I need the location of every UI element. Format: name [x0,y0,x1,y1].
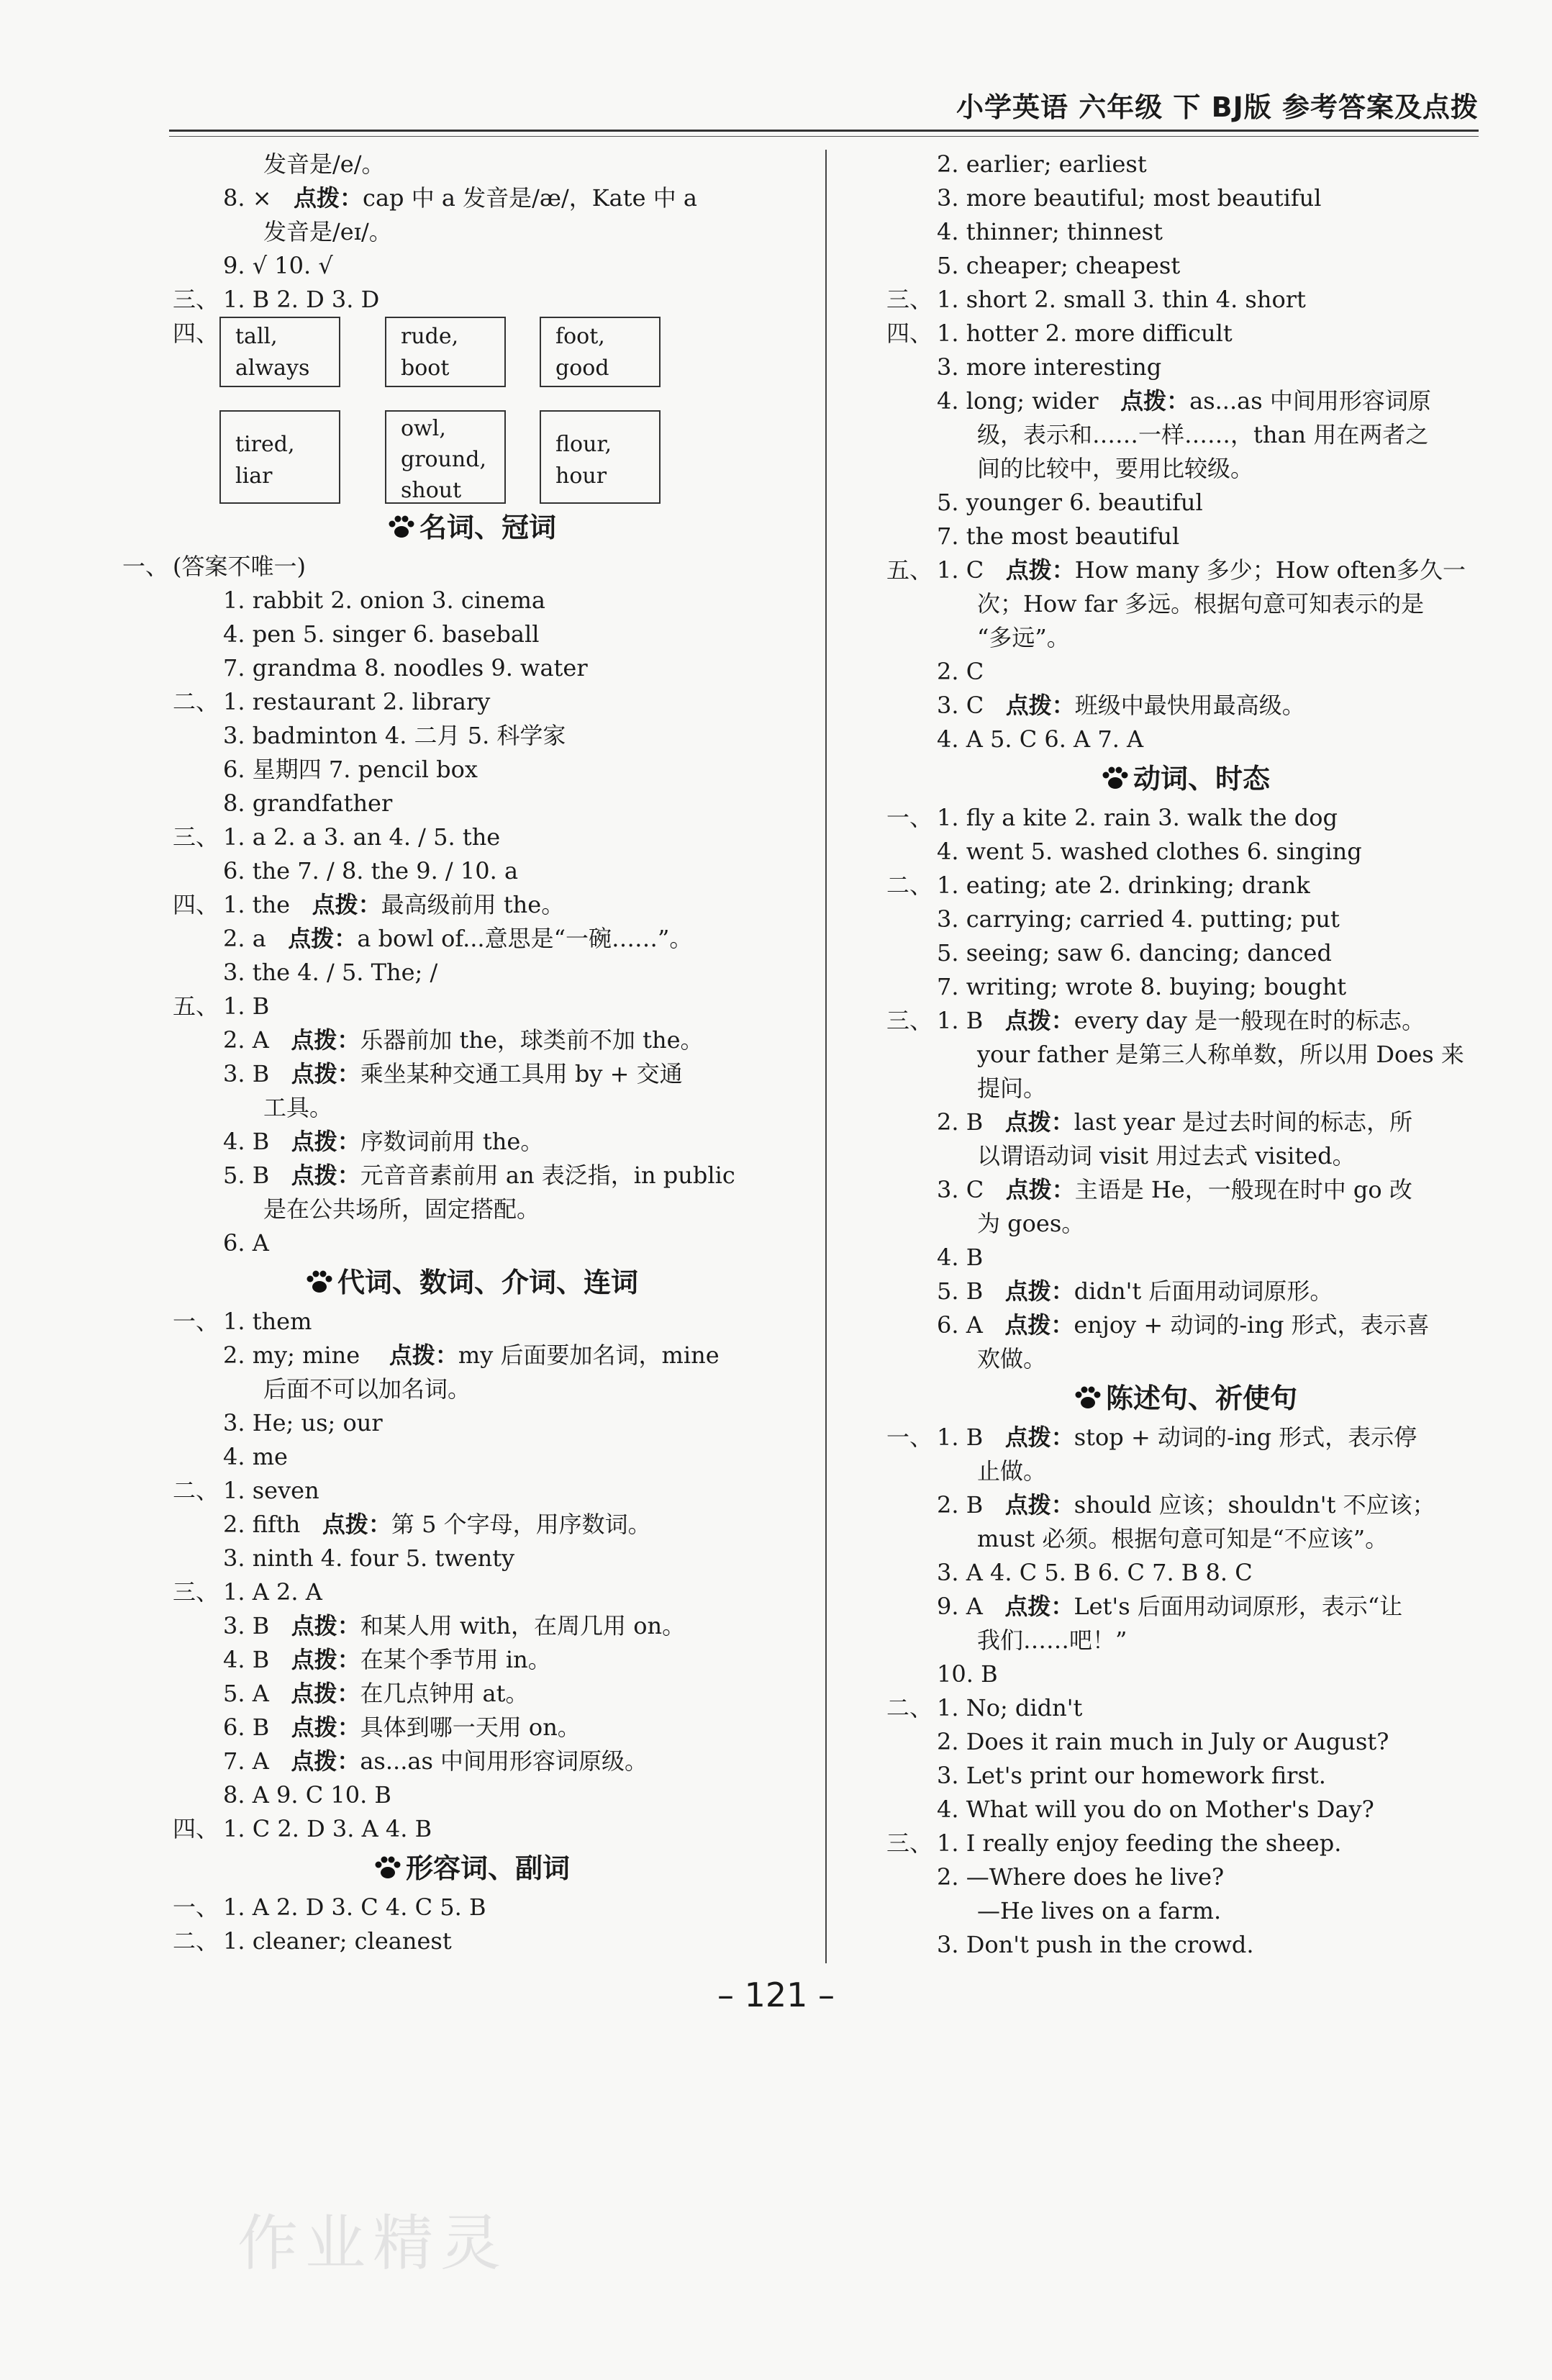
section-heading: 动词、时态 [886,756,1484,801]
word-box: flour, hour [540,410,661,504]
answer-line: 3. C 点拨：主语是 He，一般现在时中 go 改 [937,1176,1412,1203]
answer-line: 间的比较中，要用比较级。 [977,455,1254,482]
section-marker: 四、 [173,320,219,347]
answer-line: 3. B 点拨：乘坐某种交通工具用 by + 交通 [223,1060,683,1087]
answer-line: 7. the most beautiful [937,522,1180,550]
answer-line: 7. writing; wrote 8. buying; bought [937,973,1347,1000]
answer-line: —He lives on a farm. [977,1897,1222,1924]
answer-line: 二、 1. seven [173,1477,319,1504]
answer-line: 二、 1. cleaner; cleanest [173,1927,452,1955]
answer-line: 1. rabbit 2. onion 3. cinema [223,587,545,614]
answer-line: 一、 (答案不唯一) [122,553,306,580]
answer-line: 四、 1. the 点拨：最高级前用 the。 [173,891,565,918]
answer-line: 一、 1. them [173,1308,312,1335]
answer-line: 提问。 [977,1074,1047,1102]
answer-line: 2. fifth 点拨：第 5 个字母，用序数词。 [223,1511,651,1538]
answer-line: 3. badminton 4. 二月 5. 科学家 [223,722,566,749]
answer-line: 3. He; us; our [223,1409,383,1436]
answer-line: 6. 星期四 7. pencil box [223,756,478,783]
answer-line: 8. × 点拨：cap 中 a 发音是/æ/，Kate 中 a [223,184,697,212]
answer-line: 2. B 点拨：last year 是过去时间的标志，所 [937,1108,1413,1136]
answer-line: 四、 1. C 2. D 3. A 4. B [173,1815,432,1842]
answer-line: 4. me [223,1443,288,1470]
paw-icon [373,1855,403,1881]
answer-line: 7. A 点拨：as...as 中间用形容词原级。 [223,1747,648,1775]
answer-line: 2. Does it rain much in July or August? [937,1728,1389,1755]
answer-line: 发音是/eɪ/。 [263,218,392,245]
word-box: rude, boot [385,317,506,387]
answer-line: 5. B 点拨：didn't 后面用动词原形。 [937,1277,1333,1305]
answer-line: 5. B 点拨：元音音素前用 an 表泛指，in public [223,1162,735,1189]
answer-line: 4. A 5. C 6. A 7. A [937,725,1144,753]
answer-line: 工具。 [263,1094,333,1121]
answer-line: 3. carrying; carried 4. putting; put [937,905,1340,933]
answer-line: 2. A 点拨：乐器前加 the，球类前不加 the。 [223,1026,704,1054]
section-marker: 三、 [173,286,219,313]
answer-line: 7. grandma 8. noodles 9. water [223,654,588,682]
answer-line: 3. B 点拨：和某人用 with，在周几用 on。 [223,1612,686,1639]
right-column [886,148,1484,1962]
section-heading: 代词、数词、介词、连词 [173,1260,770,1305]
answer-line: 5. seeing; saw 6. dancing; danced [937,939,1332,967]
answer-line: 5. A 点拨：在几点钟用 at。 [223,1680,529,1707]
answer-line: 10. B [937,1660,998,1688]
answer-line: 次；How far 多远。根据句意可知表示的是 [977,590,1425,617]
header-title: 小学英语 六年级 下 BJ版 参考答案及点拨 [956,91,1479,123]
answer-line: 4. went 5. washed clothes 6. singing [937,838,1362,865]
answer-line: 3. Don't push in the crowd. [937,1931,1254,1958]
answer-line: must 必须。根据句意可知是“不应该”。 [977,1525,1389,1552]
section-heading: 形容词、副词 [173,1846,770,1891]
answer-line: 欢做。 [977,1345,1047,1372]
answer-line: 4. long; wider 点拨：as...as 中间用形容词原 [937,387,1431,415]
answer-line: 五、 1. C 点拨：How many 多少；How often多久一 [886,556,1466,584]
answer-line: 9. √ 10. √ [223,252,333,279]
answer-line: 4. B 点拨：在某个季节用 in。 [223,1646,551,1673]
answer-line: 4. pen 5. singer 6. baseball [223,620,540,648]
word-box: tall, always [219,317,340,387]
watermark: 作业精灵 [237,2208,509,2279]
answer-line: 3. A 4. C 5. B 6. C 7. B 8. C [937,1559,1253,1586]
answer-line: your father 是第三人称单数，所以用 Does 来 [977,1041,1464,1068]
answer-line: 2. C [937,658,984,685]
header-rule [169,130,1479,137]
left-column [122,148,770,1958]
answer-line: 三、 1. a 2. a 3. an 4. / 5. the [173,823,501,851]
answer-line: 三、 1. A 2. A [173,1578,322,1606]
section-heading: 陈述句、祈使句 [886,1376,1484,1421]
tip-label: 点拨： [294,184,363,212]
answer-line: 3. the 4. / 5. The; / [223,959,438,986]
answer-line: 6. A [223,1229,269,1257]
answer-line: 4. thinner; thinnest [937,218,1163,245]
answer-line: 4. B [937,1244,984,1271]
answer-line: 一、 1. fly a kite 2. rain 3. walk the dog [886,804,1338,831]
answer-line: 三、 1. I really enjoy feeding the sheep. [886,1829,1342,1857]
answer-line: 6. B 点拨：具体到哪一天用 on。 [223,1714,581,1741]
answer-line: 3. ninth 4. four 5. twenty [223,1544,515,1572]
answer-line: 3. C 点拨：班级中最快用最高级。 [937,692,1305,719]
answer-line: 三、 1. B 点拨：every day 是一般现在时的标志。 [886,1007,1425,1034]
answer-line: 5. younger 6. beautiful [937,489,1203,516]
answer-line: 止做。 [977,1457,1047,1485]
answer-line: 四、 1. hotter 2. more difficult [886,320,1233,347]
paw-icon [304,1269,335,1295]
answer-line: 6. the 7. / 8. the 9. / 10. a [223,857,519,884]
answer-line: 二、 1. restaurant 2. library [173,688,491,715]
answer-line: 我们……吧！” [977,1626,1127,1654]
answer-line: 8. grandfather [223,789,393,817]
answer-line: 3. more beautiful; most beautiful [937,184,1322,212]
answer-line: 一、 1. A 2. D 3. C 4. C 5. B [173,1893,486,1921]
paw-icon [386,514,417,540]
answer-line: 3. more interesting [937,353,1162,381]
word-boxes [173,317,770,505]
section-heading: 名词、冠词 [173,505,770,550]
answer-line: 后面不可以加名词。 [263,1375,471,1403]
answer-line: 一、 1. B 点拨：stop + 动词的-ing 形式，表示停 [886,1424,1417,1451]
answer-line: 是在公共场所，固定搭配。 [263,1195,540,1223]
paw-icon [1073,1385,1103,1411]
answer-line: 三、 1. B 2. D 3. D [173,283,770,317]
answer-line: 4. What will you do on Mother's Day? [937,1796,1374,1823]
word-box: foot, good [540,317,661,387]
word-box: tired, liar [219,410,340,504]
answer-line: 以谓语动词 visit 用过去式 visited。 [977,1142,1356,1169]
answer-line: 二、 1. No; didn't [886,1694,1083,1721]
page-number: – 121 – [717,1976,835,2014]
answer-line: 五、 1. B [173,992,270,1020]
answer-line: 3. Let's print our homework first. [937,1762,1326,1789]
paw-icon [1100,765,1130,791]
answer-line: 级，表示和……一样……，than 用在两者之 [977,421,1429,448]
answer-line: “多远”。 [977,624,1070,651]
answer-line: 9. A 点拨：Let's 后面用动词原形，表示“让 [937,1593,1403,1620]
answer-line: 2. a 点拨：a bowl of...意思是“一碗……”。 [223,925,693,952]
answer-line: 发音是/e/。 [263,150,385,178]
answer-line: 2. —Where does he live? [937,1863,1225,1891]
answer-line: 4. B 点拨：序数词前用 the。 [223,1128,544,1155]
column-divider [825,150,827,1963]
answer-line: 三、 1. short 2. small 3. thin 4. short [886,286,1306,313]
answer-line: 2. my; mine 点拨：my 后面要加名词，mine [223,1341,720,1369]
answer-line: 8. A 9. C 10. B [223,1781,391,1809]
answer-line: 6. A 点拨：enjoy + 动词的-ing 形式，表示喜 [937,1311,1430,1339]
answer-line: 2. B 点拨：should 应该；shouldn't 不应该； [937,1491,1435,1519]
word-box: owl, ground, shout [385,410,506,504]
answer-line: 为 goes。 [977,1210,1085,1237]
answer-line: 二、 1. eating; ate 2. drinking; drank [886,872,1310,899]
answer-line: 5. cheaper; cheapest [937,252,1181,279]
answer-line: 2. earlier; earliest [937,150,1147,178]
